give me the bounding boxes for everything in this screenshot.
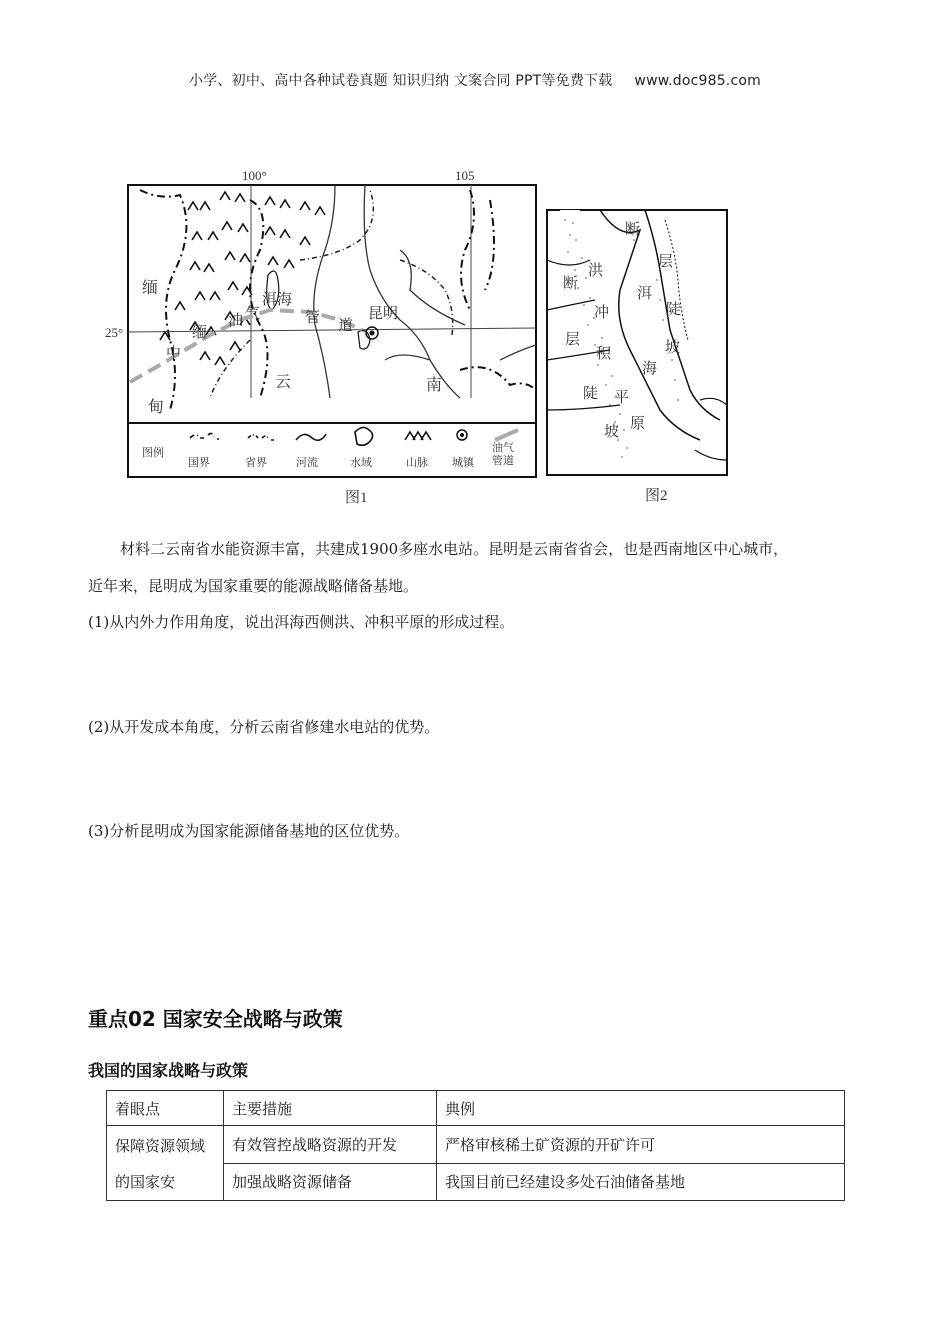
section-subtitle: 我国的国家战略与政策 (88, 1061, 249, 1080)
legend-item-3: 水域 (350, 457, 372, 469)
fig2-label-10: 层 (565, 332, 581, 348)
table-header-cell: 典例 (437, 1091, 845, 1126)
fig2-label-7: 洪 (588, 263, 604, 279)
figure2-caption: 图2 (645, 488, 668, 504)
label-dian: 甸 (148, 399, 165, 416)
legend-item-1: 省界 (245, 457, 267, 469)
label-nan: 南 (426, 377, 443, 394)
label-guan: 管 (305, 310, 321, 326)
material-line-1: 材料二云南省水能资源丰富，共建成1900多座水电站。昆明是云南省省会，也是西南地区中心城市， (120, 540, 789, 558)
material-line-2: 近年来，昆明成为国家重要的能源战略储备基地。 (88, 577, 419, 595)
table-header-cell: 着眼点 (107, 1091, 224, 1126)
figure-area (100, 160, 840, 510)
table-row (107, 1126, 845, 1164)
label-mian2: 缅 (192, 325, 208, 341)
legend-item-0: 国界 (188, 457, 210, 469)
label-mian: 缅 (142, 280, 159, 297)
fig2-label-0: 断 (625, 222, 641, 238)
figure1-caption: 图1 (345, 490, 368, 506)
table-cell: 加强战略资源储备 (224, 1163, 437, 1201)
question-1: (1)从内外力作用角度，说出洱海西侧洪、冲积平原的形成过程。 (88, 613, 515, 631)
fig2-label-5: 海 (642, 361, 658, 377)
table-cell: 我国目前已经建设多处石油储备基地 (437, 1163, 845, 1201)
fig2-label-3: 坡 (665, 340, 681, 356)
legend-item-5: 城镇 (452, 457, 474, 469)
fig2-label-11: 陡 (583, 386, 599, 402)
legend-item-2: 河流 (296, 457, 318, 469)
fig2-label-6: 断 (563, 276, 579, 292)
fig2-label-2: 陡 (666, 302, 682, 318)
fig2-label-9: 积 (596, 346, 612, 362)
label-yun: 云 (275, 374, 292, 391)
label-kunming: 昆明 (368, 306, 399, 322)
table-header-row (107, 1091, 845, 1126)
section-title: 重点02 国家安全战略与政策 (88, 1007, 343, 1031)
legend-item-6: 油气管道 (492, 442, 514, 467)
lon-100-label: 100° (242, 168, 267, 183)
label-you: 油 (228, 313, 244, 329)
page-header (0, 70, 950, 90)
fig2-label-14: 原 (630, 416, 646, 432)
table-merged-cell: 保障资源领域的国家安 (107, 1126, 224, 1201)
lon-105-label: 105 (455, 168, 475, 183)
header-site-link[interactable]: www.doc985.com (634, 73, 761, 89)
fig2-label-13: 平 (614, 390, 630, 406)
lat-25-label: 25° (105, 325, 124, 340)
map-figures (100, 160, 840, 510)
table-cell: 严格审核稀土矿资源的开矿许可 (437, 1126, 845, 1164)
label-qi: 气 (245, 306, 261, 322)
question-2: (2)从开发成本角度，分析云南省修建水电站的优势。 (88, 718, 440, 736)
figure1-map (105, 168, 536, 477)
fig2-label-8: 冲 (594, 305, 610, 321)
table-header-cell: 主要措施 (224, 1091, 437, 1126)
label-zhong: 中 (166, 346, 182, 362)
policy-table (106, 1090, 845, 1201)
legend-item-4: 山脉 (406, 457, 428, 469)
legend-title: 图例 (142, 447, 164, 459)
figure2-map (547, 210, 727, 475)
question-3: (3)分析昆明成为国家能源储备基地的区位优势。 (88, 822, 410, 840)
label-dao: 道 (338, 318, 354, 334)
table-cell: 有效管控战略资源的开发 (224, 1126, 437, 1164)
label-erhai: 洱海 (262, 292, 293, 308)
fig2-label-12: 坡 (604, 424, 620, 440)
fig2-label-1: 层 (658, 254, 674, 270)
fig2-label-4: 洱 (637, 286, 653, 302)
header-text: 小学、初中、高中各种试卷真题 知识归纳 文案合同 PPT等免费下载 (189, 73, 613, 89)
